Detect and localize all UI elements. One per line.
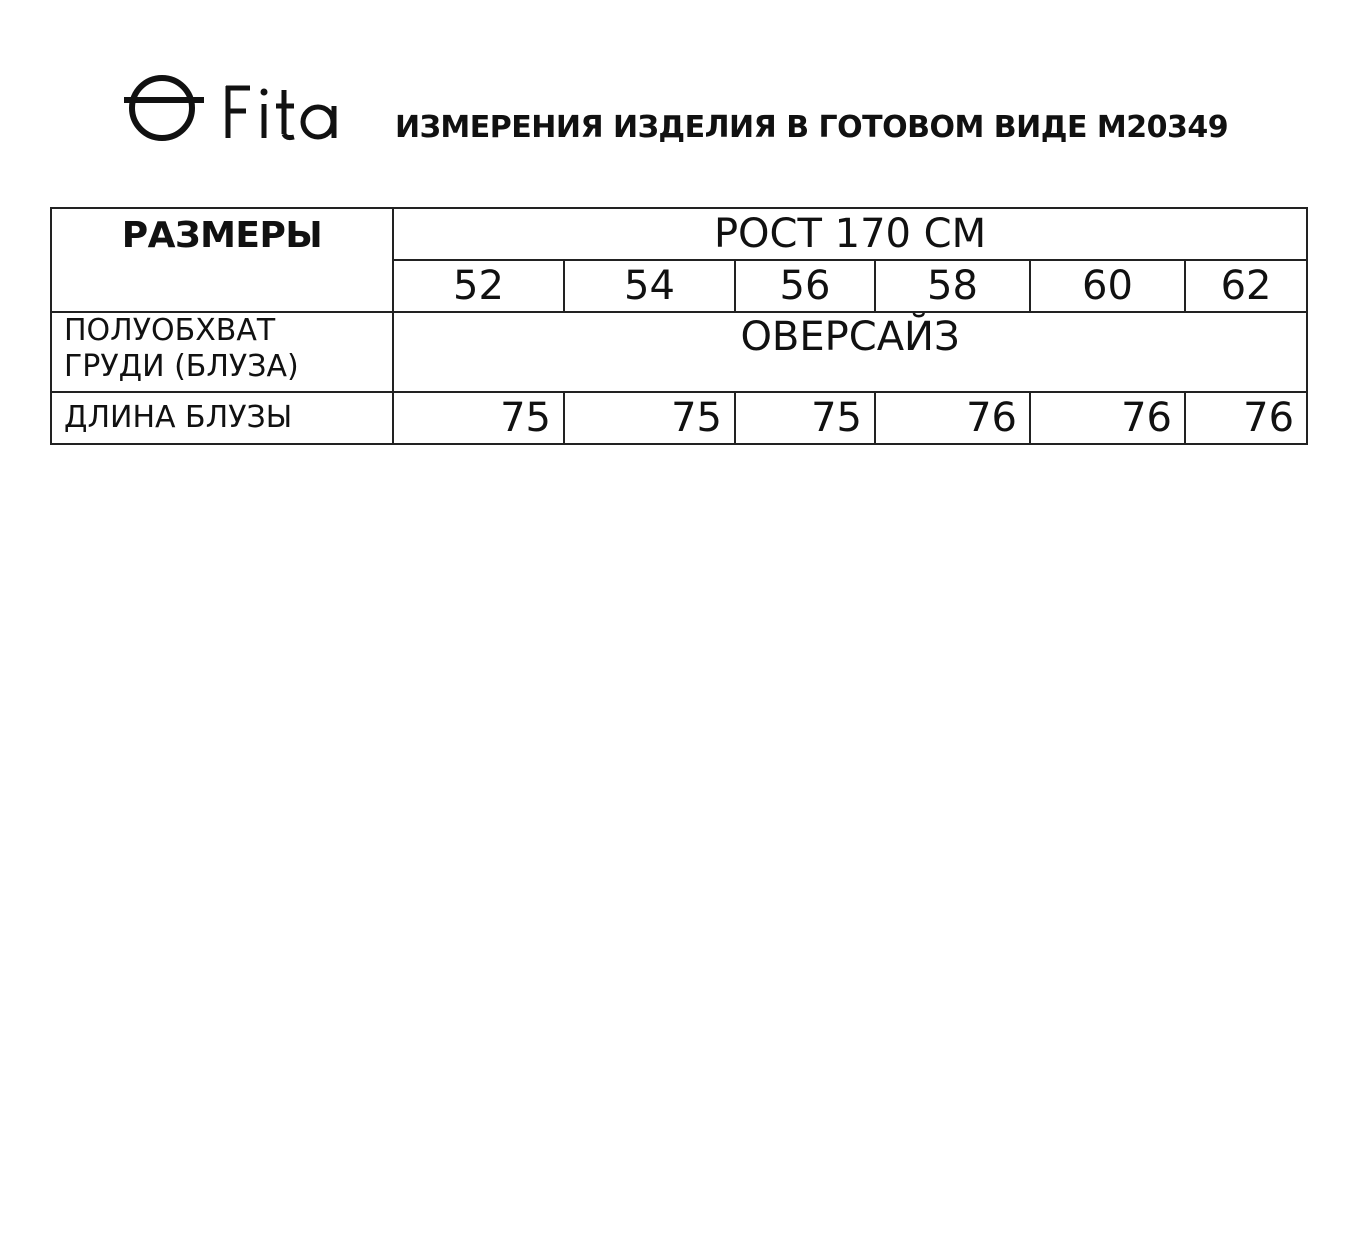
size-cell: 52 <box>393 260 564 312</box>
row-label-line: ГРУДИ (БЛУЗА) <box>64 349 299 384</box>
value-cell: 75 <box>735 392 875 444</box>
sizes-header-cell: РАЗМЕРЫ <box>51 208 393 312</box>
row-label-length: ДЛИНА БЛУЗЫ <box>51 392 393 444</box>
value-cell: 75 <box>393 392 564 444</box>
size-cell: 60 <box>1030 260 1185 312</box>
row-label-line: ПОЛУОБХВАТ <box>64 313 276 348</box>
table-row <box>51 312 1307 392</box>
size-chart-table <box>50 207 1308 445</box>
size-cell: 58 <box>875 260 1030 312</box>
page-title: ИЗМЕРЕНИЯ ИЗДЕЛИЯ В ГОТОВОМ ВИДЕ М20349 <box>395 110 1229 145</box>
oversize-cell: ОВЕРСАЙЗ <box>393 312 1307 392</box>
height-header-cell: РОСТ 170 СМ <box>393 208 1307 260</box>
size-cell: 54 <box>564 260 735 312</box>
fita-logo-icon <box>122 68 352 148</box>
brand-logo <box>122 68 352 148</box>
value-cell: 76 <box>875 392 1030 444</box>
size-cell: 62 <box>1185 260 1307 312</box>
value-cell: 76 <box>1185 392 1307 444</box>
value-cell: 75 <box>564 392 735 444</box>
table-header-row <box>51 208 1307 260</box>
row-label-chest <box>51 312 393 392</box>
value-cell: 76 <box>1030 392 1185 444</box>
table-row <box>51 392 1307 444</box>
size-cell: 56 <box>735 260 875 312</box>
